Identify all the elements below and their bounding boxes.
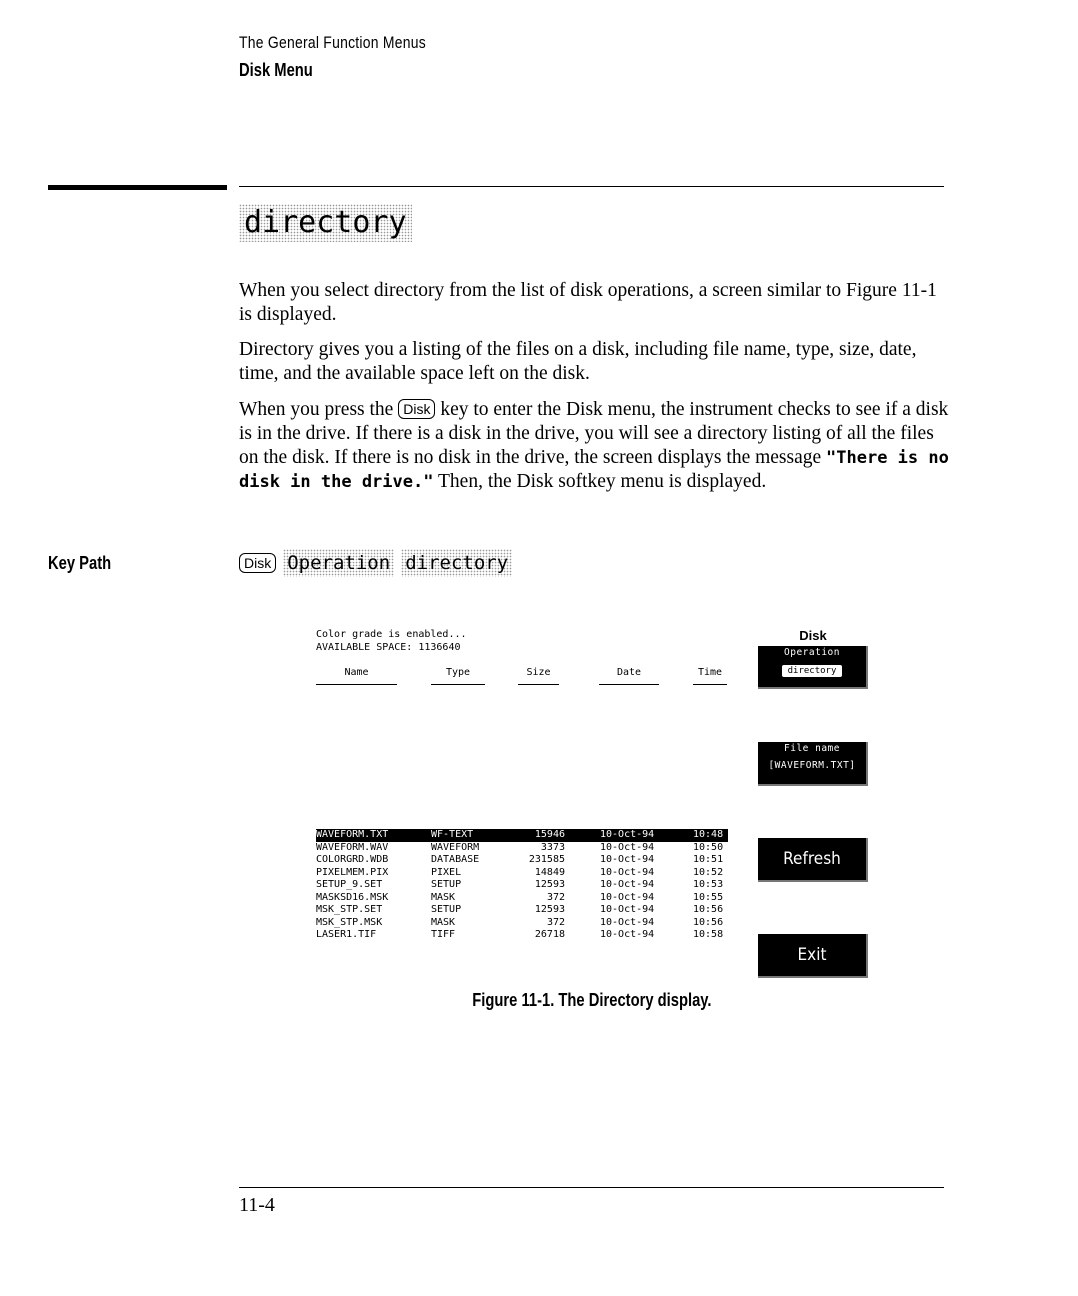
file-type: PIXEL: [431, 866, 462, 878]
column-header-name[interactable]: Name: [344, 667, 369, 678]
file-size: 3373: [540, 841, 565, 853]
file-row[interactable]: [316, 904, 728, 917]
file-name: MASKSD16.MSK: [316, 891, 389, 903]
file-name-softkey[interactable]: [758, 742, 868, 786]
file-type: DATABASE: [431, 854, 480, 865]
file-size: 14849: [534, 866, 565, 878]
file-row[interactable]: [316, 929, 728, 942]
column-underline-type: [431, 684, 485, 685]
file-type: MASK: [431, 916, 456, 928]
file-time: 10:50: [693, 841, 724, 853]
file-time: 10:53: [693, 879, 724, 890]
paragraph-2: Directory gives you a listing of the files on a disk, including file name, type, size, date, time, and the available space left on the disk.: [239, 339, 917, 384]
paragraph-1: When you select directory from the list of disk operations, a screen similar to Figure 11-1 is displayed.: [239, 280, 937, 325]
column-header-time[interactable]: Time: [697, 667, 723, 678]
file-date: 10-Oct-94: [600, 854, 655, 865]
no-disk-message: "There is no disk in the drive.": [239, 448, 949, 492]
file-name: MSK_STP.SET: [316, 904, 383, 915]
file-date: 10-Oct-94: [600, 841, 655, 853]
file-size: 372: [546, 916, 565, 928]
status-color-grade: Color grade is enabled...: [316, 629, 467, 640]
file-date: 10-Oct-94: [600, 829, 655, 840]
file-time: 10:51: [693, 854, 724, 865]
file-time: 10:58: [693, 929, 724, 940]
key-path-directory-softkey: directory: [401, 549, 512, 577]
figure-caption: [239, 990, 944, 1011]
running-header: The General Function Menus: [239, 33, 426, 52]
file-name: LASER1.TIF: [316, 929, 377, 940]
refresh-softkey[interactable]: [758, 838, 868, 882]
key-path-disk-key: Disk: [239, 553, 276, 573]
file-row[interactable]: [316, 879, 728, 892]
file-size: 26718: [534, 929, 565, 940]
column-header-type[interactable]: Type: [445, 667, 471, 678]
file-time: 10:56: [693, 904, 724, 915]
operation-softkey-label: Operation: [784, 647, 840, 658]
file-type: WAVEFORM: [431, 841, 480, 853]
paragraph-3: [239, 398, 954, 494]
file-time: 10:56: [693, 916, 724, 928]
file-name: WAVEFORM.TXT: [316, 829, 389, 840]
file-row[interactable]: [316, 854, 728, 867]
column-underline-time: [693, 684, 727, 685]
file-name-softkey-value: [WAVEFORM.TXT]: [768, 760, 856, 771]
operation-softkey[interactable]: [758, 646, 868, 689]
file-date: 10-Oct-94: [600, 916, 655, 928]
disk-key-cap: Disk: [398, 399, 435, 419]
file-size: 12593: [534, 904, 565, 915]
file-row[interactable]: [316, 892, 728, 905]
file-row[interactable]: [316, 829, 728, 842]
footer-rule: [239, 1187, 944, 1188]
file-date: 10-Oct-94: [600, 879, 655, 890]
running-header-title: Disk Menu: [239, 60, 313, 80]
file-date: 10-Oct-94: [600, 929, 655, 940]
file-type: MASK: [431, 891, 456, 903]
key-path: [239, 549, 512, 577]
file-type: SETUP: [431, 904, 462, 915]
file-name: MSK_STP.MSK: [316, 916, 383, 928]
refresh-softkey-label: Refresh: [783, 849, 841, 869]
file-name-softkey-label: File name: [784, 743, 840, 754]
file-row[interactable]: [316, 867, 728, 880]
file-time: 10:55: [693, 891, 724, 903]
exit-softkey[interactable]: [758, 934, 868, 978]
file-time: 10:48: [693, 829, 724, 840]
softkey-menu-title: Disk: [799, 628, 827, 643]
file-name: WAVEFORM.WAV: [316, 841, 389, 853]
file-type: WF-TEXT: [431, 829, 474, 840]
file-size: 12593: [534, 879, 565, 890]
column-header-date[interactable]: Date: [616, 667, 642, 678]
file-time: 10:52: [693, 866, 724, 878]
operation-value-pill: directory: [782, 665, 842, 677]
paragraph-3-text-a: When you press the: [239, 399, 394, 420]
column-underline-name: [316, 684, 397, 685]
status-available-space: AVAILABLE SPACE: 1136640: [316, 642, 461, 653]
file-name: COLORGRD.WDB: [316, 854, 389, 865]
paragraph-3-text-b: key to enter the Disk menu, the instrument checks to see if a disk is in the drive. If there is a disk in the drive, you will see a directory listing of all the files on the disk. If there is no disk in the drive, the screen displays the message: [239, 399, 949, 468]
file-size: 231585: [528, 854, 565, 865]
page-number: 11-4: [239, 1194, 275, 1216]
figure-caption-text: Figure 11-1. The Directory display.: [471, 990, 712, 1010]
file-date: 10-Oct-94: [600, 891, 655, 903]
file-name: SETUP_9.SET: [316, 879, 383, 890]
file-name: PIXELMEM.PIX: [316, 866, 389, 878]
file-date: 10-Oct-94: [600, 866, 655, 878]
file-row[interactable]: [316, 917, 728, 930]
paragraph-3-text-c: Then, the Disk softkey menu is displayed.: [438, 471, 767, 492]
section-rule-thin: [239, 186, 944, 187]
section-title: directory: [239, 204, 412, 242]
file-type: TIFF: [431, 929, 456, 940]
file-size: 15946: [534, 829, 565, 840]
key-path-label: Key Path: [48, 553, 112, 573]
file-date: 10-Oct-94: [600, 904, 655, 915]
file-row[interactable]: [316, 842, 728, 855]
key-path-operation-softkey: Operation: [283, 549, 394, 577]
section-rule-thick: [48, 185, 227, 190]
column-underline-size: [518, 684, 559, 685]
column-underline-date: [599, 684, 659, 685]
file-size: 372: [546, 891, 565, 903]
column-header-size[interactable]: Size: [526, 667, 551, 678]
exit-softkey-label: Exit: [797, 945, 827, 965]
file-type: SETUP: [431, 879, 462, 890]
